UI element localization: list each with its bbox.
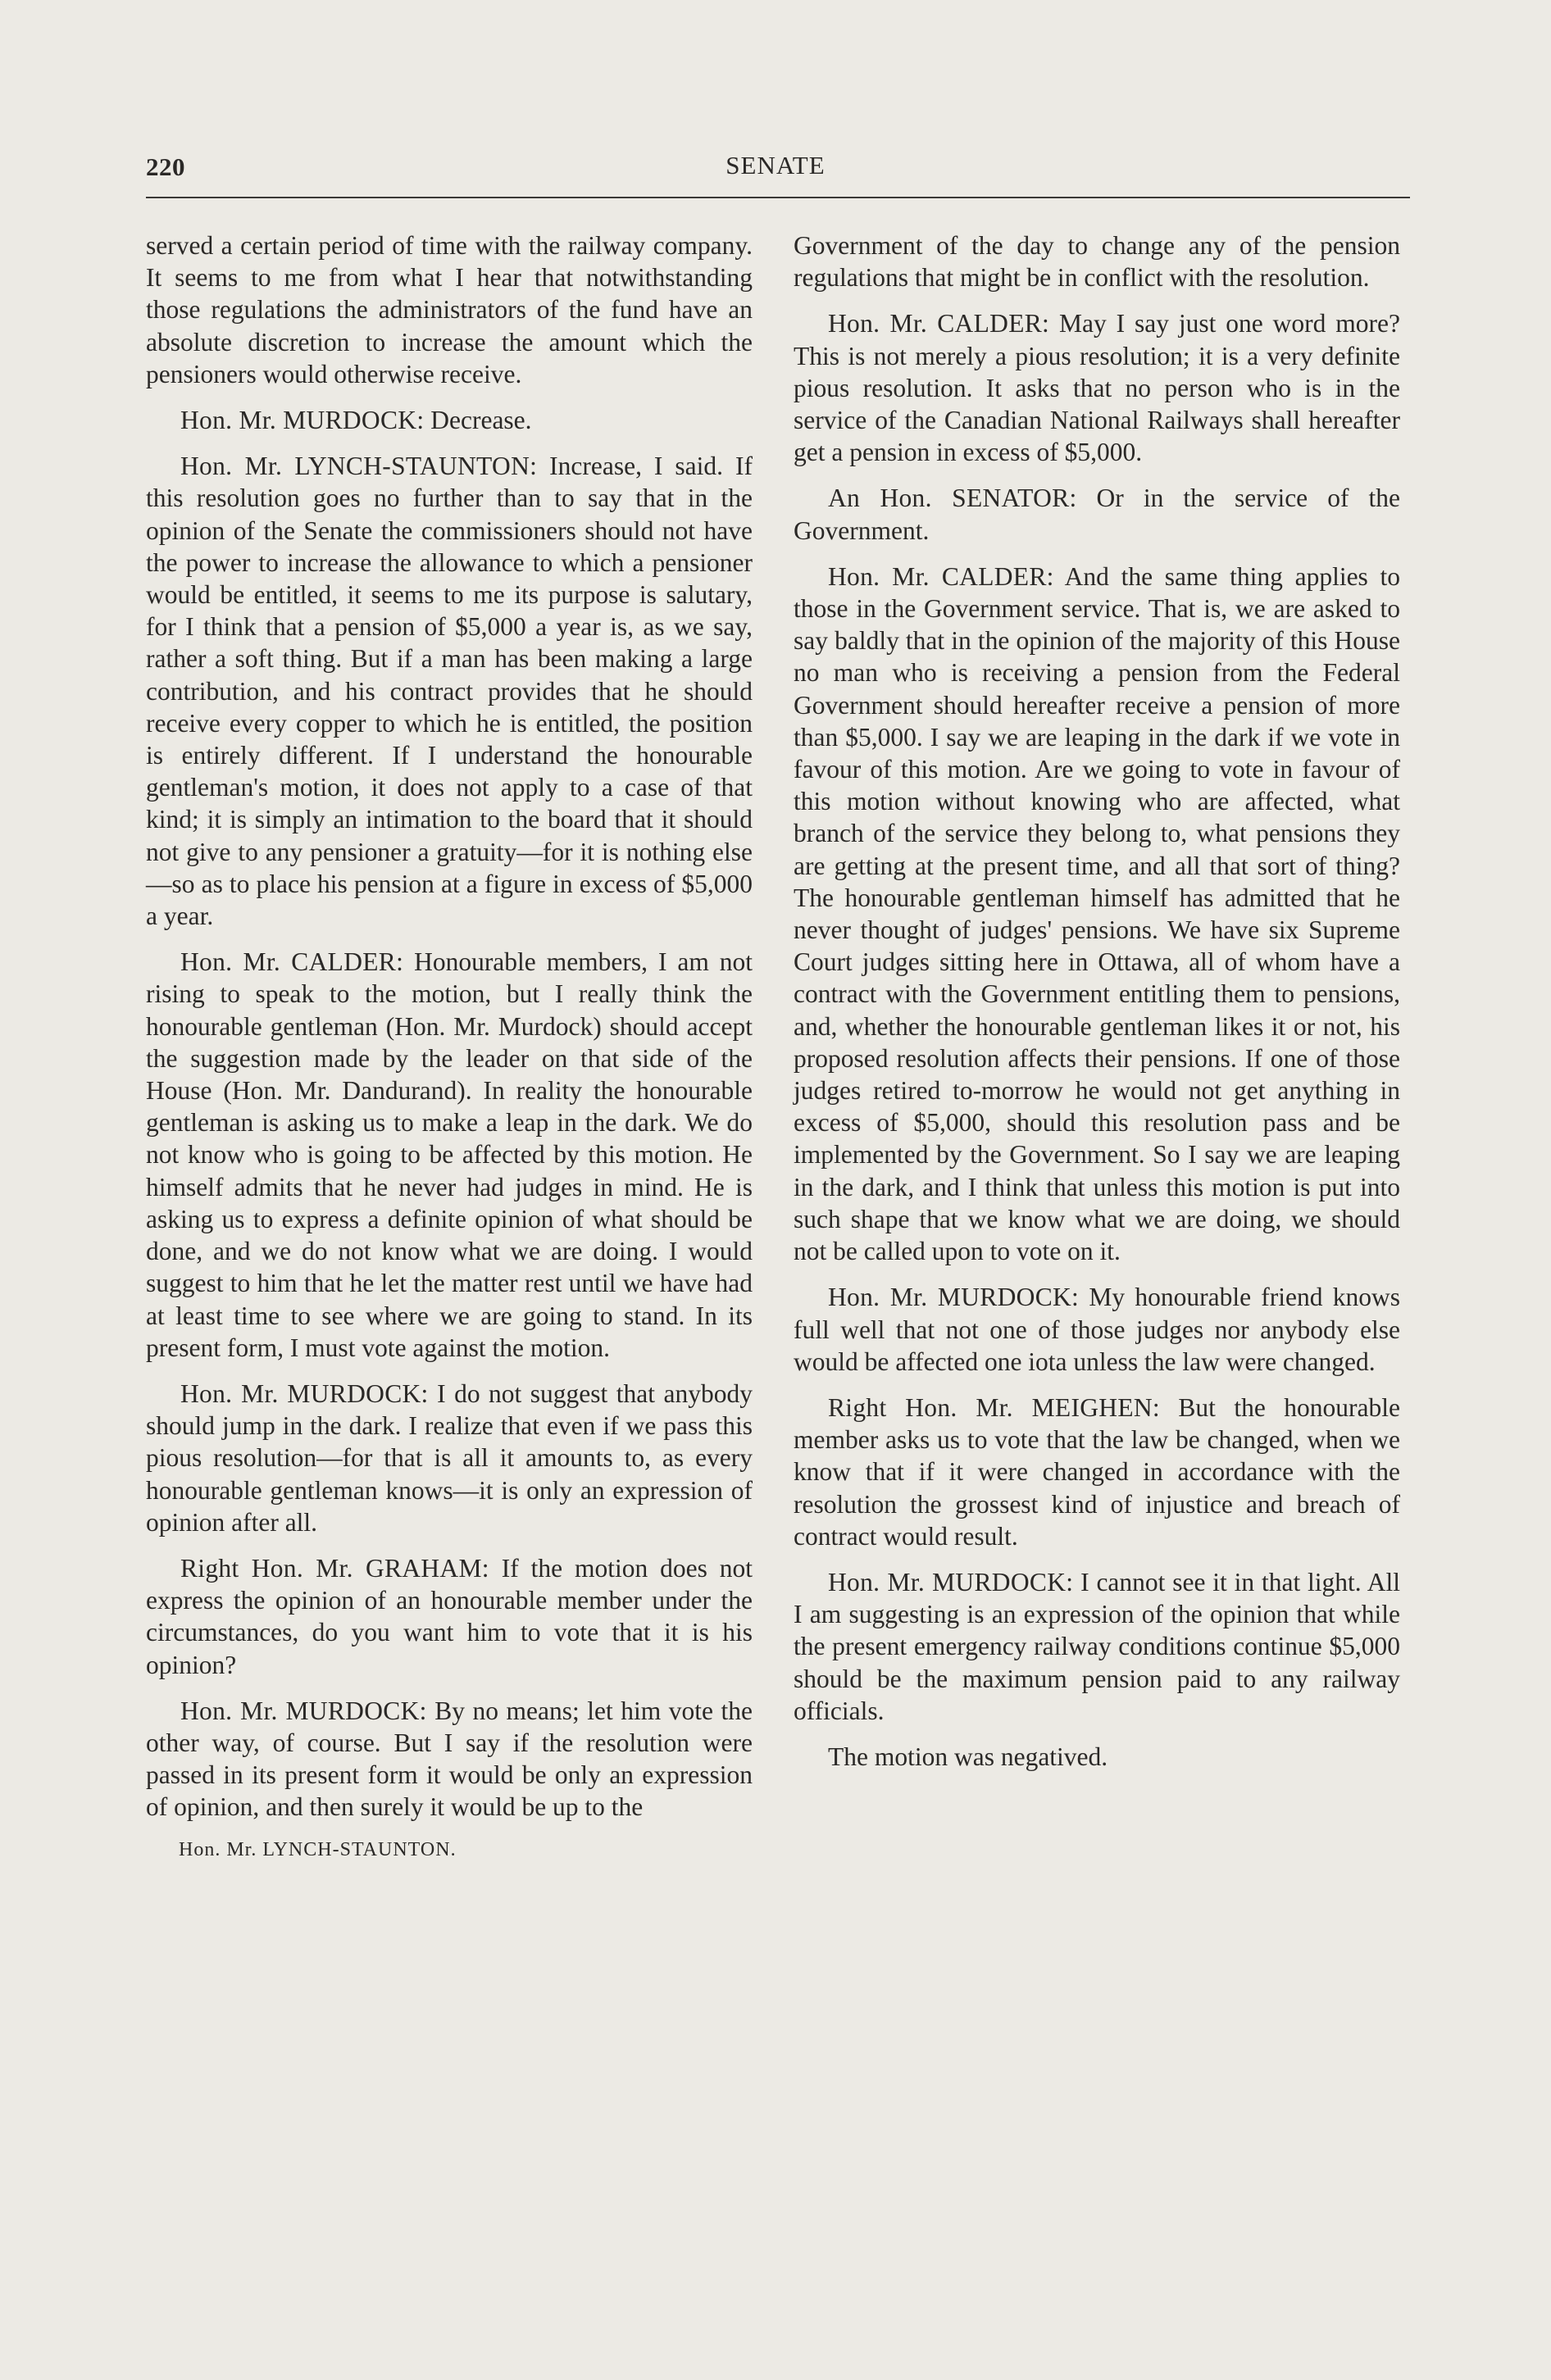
paragraph-text: And the same thing applies to those in the Government service. That is, we are asked to say baldly that in the opinion of the majority of this House no man who is receiving a pension from the Federal Government should hereafter receive a pension of more than $5,000. I say we are leaping in the dark if we vote in favour of this motion. Are we going to vote in favour of this motion without knowing who are affected, what branch of the service they belong to, what pensions they are getting at the present time, and all that sort of thing? The honourable gentleman himself has admitted that he never thought of judges' pensions. We have six Supreme Court judges sitting here in Ottawa, all of whom have a contract with the Government entitling them to pensions, and, whether the honourable gentleman likes it or not, his proposed resolution affects their pensions. If one of those judges retired to-morrow he would not get anything in excess of $5,000, should this resolution pass and be implemented by the Government. So I say we are leaping in the dark, and I think that unless this motion is put into such shape that we know what we are doing, we should not be called upon to vote on it. xyxy=(794,561,1400,1266)
paragraph xyxy=(794,1281,1400,1378)
paragraph-text: May I say just one word more? This is not merely a pious resolution; it is a very definite pious resolution. It asks that no person who is in the service of the Canadian National Railways shall hereafter get a pension in excess of $5,000. xyxy=(794,309,1401,467)
paragraph-text: served a certain period of time with the railway company. It seems to me from what I hear that notwithstanding those regulations the administrators of the fund have an absolute discretion to increase the amount which the pensioners would otherwise receive. xyxy=(146,231,753,388)
paragraph-text: But the honourable member asks us to vote that the law be changed, when we know that if it were changed in accordance with the resolution the grossest kind of injustice and breach of contract would result. xyxy=(794,1392,1401,1551)
paragraph-text: I cannot see it in that light. All I am suggesting is an expression of the opinion that while the present emergency railway conditions continue $5,000 should be the maximum pension paid to any railway officials. xyxy=(794,1567,1400,1725)
speaker-name: Hon. Mr. LYNCH-STAUNTON: xyxy=(180,452,538,481)
speaker-name: Right Hon. Mr. GRAHAM: xyxy=(180,1553,489,1583)
paragraph xyxy=(146,404,753,436)
speaker-name: An Hon. SENATOR: xyxy=(828,484,1077,513)
left-column xyxy=(146,229,753,1862)
paragraph-text: Increase, I said. If this resolution goes no further than to say that in the opinion of the Senate the commissioners should not have the power to increase the allowance to which a pensioner would be entitled, it seems to me its purpose is salutary, for I think that a pension of $5,000 a year is, as we say, rather a soft thing. But if a man has been making a large contribution, and his contract provides that he should receive every copper to which he is entitled, the position is entirely different. If I understand the honourable gentleman's motion, it does not apply to a case of that kind; it is simply an intimation to the board that it should not give to any pensioner a gratuity—for it is nothing else—so as to place his pension at a figure in excess of $5,000 a year. xyxy=(146,452,753,931)
speaker-name: Hon. Mr. MURDOCK: xyxy=(180,1696,427,1725)
speaker-name: Hon. Mr. MURDOCK: xyxy=(828,1283,1080,1312)
paragraph-text: Government of the day to change any of the pension regulations that might be in conflict with the resolution. xyxy=(794,231,1400,293)
paragraph xyxy=(146,1378,753,1538)
catchword: Hon. Mr. LYNCH-STAUNTON. xyxy=(179,1838,457,1860)
paragraph-text: My honourable friend knows full well that not one of those judges nor anybody else would be affected one iota unless the law were changed. xyxy=(794,1283,1400,1376)
paragraph xyxy=(794,482,1400,546)
speaker-name: Hon. Mr. CALDER: xyxy=(828,309,1050,338)
page-number: 220 xyxy=(146,152,185,181)
paragraph-text: Decrease. xyxy=(424,406,532,435)
paragraph xyxy=(794,561,1400,1267)
running-head: SENATE xyxy=(725,151,826,179)
speaker-name: Right Hon. Mr. MEIGHEN: xyxy=(828,1392,1160,1422)
paragraph-text: By no means; let him vote the other way, of course. But I say if the resolution were passed in its present form it would be only an expression of opinion, and then surely it would be up to the xyxy=(146,1696,753,1822)
paragraph xyxy=(146,946,753,1364)
paragraph xyxy=(146,1695,753,1824)
header-rule xyxy=(146,197,1410,198)
paragraph-text: If the motion does not express the opinion of an honourable member under the circumstances, do you want him to vote that it is his opinion? xyxy=(146,1553,753,1679)
paragraph xyxy=(146,229,753,390)
motion-result xyxy=(794,1741,1400,1773)
paragraph xyxy=(794,1392,1400,1552)
right-column xyxy=(794,229,1400,1787)
paragraph-text: I do not suggest that anybody should jump in the dark. I realize that even if we pass this pious resolution—for that is all it amounts to, as every honourable gentleman knows—it is only an expression of opinion after all. xyxy=(146,1378,753,1537)
speaker-name: Hon. Mr. CALDER: xyxy=(828,561,1054,591)
paragraph xyxy=(794,229,1400,293)
speaker-name: Hon. Mr. MURDOCK: xyxy=(180,1378,429,1408)
paragraph-text: The motion was negatived. xyxy=(828,1742,1108,1771)
paragraph xyxy=(146,450,753,932)
paragraph-text: Honourable members, I am not rising to speak to the motion, but I really think the honourable gentleman (Hon. Mr. Murdock) should accept the suggestion made by the leader on that side of the House (Hon. Mr. Dandurand). In reality the honourable gentleman is asking us to make a leap in the dark. We do not know who is going to be affected by this motion. He himself admits that he never had judges in mind. He is asking us to express a definite opinion of what should be done, and we do not know what we are doing. I would suggest to him that he let the matter rest until we have had at least time to see where we are going to stand. In its present form, I must vote against the motion. xyxy=(146,947,753,1362)
speaker-name: Hon. Mr. MURDOCK: xyxy=(828,1567,1074,1597)
paragraph-text: Or in the service of the Government. xyxy=(794,484,1401,545)
paragraph xyxy=(794,307,1400,468)
speaker-name: Hon. Mr. CALDER: xyxy=(180,947,404,977)
speaker-name: Hon. Mr. MURDOCK: xyxy=(180,406,425,435)
paragraph xyxy=(794,1566,1400,1727)
paragraph xyxy=(146,1552,753,1681)
